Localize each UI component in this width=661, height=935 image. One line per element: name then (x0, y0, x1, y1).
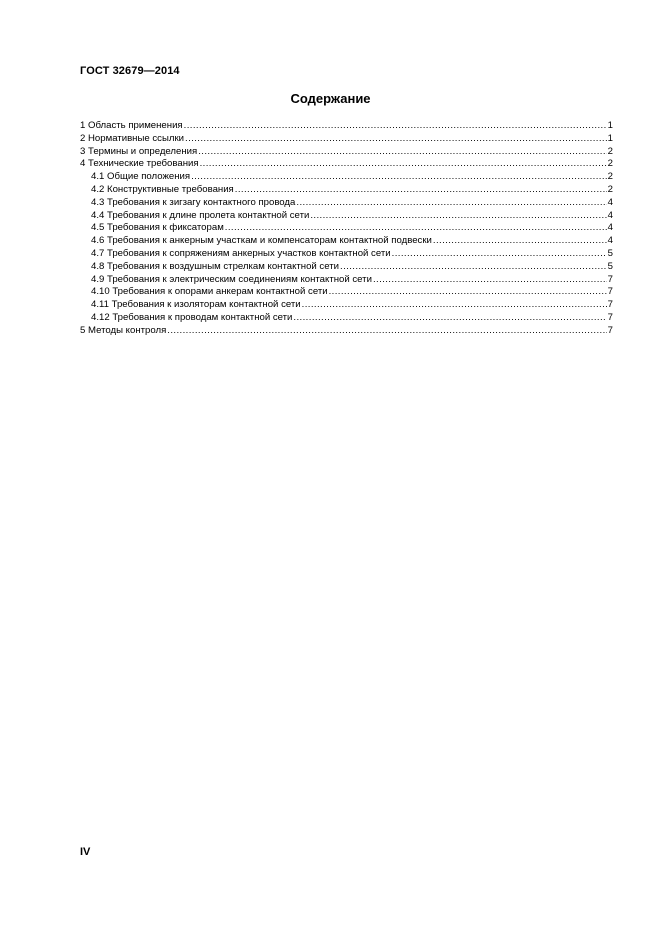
toc-entry-label: 1 Область применения (80, 120, 183, 131)
toc-entry-label: 4.10 Требования к опорами анкерам контактной сети (91, 286, 328, 298)
toc-dot-leader (296, 197, 606, 210)
toc-entry[interactable] (80, 184, 613, 197)
toc-dot-leader (191, 171, 607, 184)
toc-entry[interactable] (80, 133, 613, 146)
toc-entry-label: 4.7 Требования к сопряжениям анкерных участков контактной сети (91, 247, 391, 259)
toc-entry-label: 4.11 Требования к изоляторам контактной сети (91, 299, 301, 311)
toc-entry[interactable] (80, 312, 613, 325)
toc-dot-leader (392, 248, 607, 261)
toc-entry-label: 2 Нормативные ссылки (80, 132, 185, 144)
toc-entry-label: 4.4 Требования к длине пролета контактной сети (91, 209, 310, 221)
page-number: IV (80, 846, 91, 858)
toc-entry-label: 4.8 Требования к воздушным стрелкам контактной сети (91, 260, 340, 272)
toc-dot-leader (310, 210, 606, 223)
toc-entry-page: 1 (607, 120, 613, 131)
toc-entry-page: 7 (607, 299, 613, 311)
toc-entry-label: 4.5 Требования к фиксаторам (91, 222, 224, 234)
toc-entry-page: 2 (607, 145, 613, 157)
toc-dot-leader (198, 146, 606, 159)
toc-entry[interactable] (80, 222, 613, 235)
toc-entry[interactable] (80, 235, 613, 248)
toc-entry-page: 5 (607, 260, 613, 272)
toc-entry-label: 5 Методы контроля (80, 324, 167, 336)
toc-entry[interactable] (80, 120, 613, 133)
toc-dot-leader (302, 299, 607, 312)
toc-entry-page: 7 (607, 324, 613, 336)
toc-title: Содержание (290, 91, 371, 106)
toc-entry[interactable] (80, 248, 613, 261)
toc-dot-leader (329, 286, 607, 299)
toc-entry[interactable] (80, 261, 613, 274)
toc-entry-page: 4 (607, 235, 613, 247)
toc-entry-label: 4.9 Требования к электрическим соединениям контактной сети (91, 273, 372, 285)
toc-entry-page: 2 (607, 171, 613, 183)
toc-entry-page: 7 (607, 273, 613, 285)
document-header: ГОСТ 32679—2014 (80, 65, 180, 77)
toc-entry[interactable] (80, 197, 613, 210)
toc-entry-page: 4 (607, 222, 613, 234)
toc-dot-leader (340, 261, 607, 274)
toc-entry[interactable] (80, 210, 613, 223)
toc-entry-page: 4 (607, 196, 613, 208)
toc-entry[interactable] (80, 171, 613, 184)
toc-entry-label: 4.3 Требования к зигзагу контактного провода (91, 196, 296, 208)
toc-entry-page: 5 (607, 247, 613, 259)
toc-entry-label: 4.12 Требования к проводам контактной сети (91, 311, 293, 323)
toc-entry-page: 1 (607, 132, 613, 144)
toc-dot-leader (293, 312, 606, 325)
toc-entry[interactable] (80, 274, 613, 287)
toc-entry-label: 4.1 Общие положения (91, 171, 191, 183)
toc-dot-leader (373, 274, 607, 287)
toc-entry[interactable] (80, 158, 613, 171)
toc-dot-leader (184, 120, 607, 133)
toc-dot-leader (433, 235, 607, 248)
toc-entry-label: 3 Термины и определения (80, 145, 198, 157)
toc-entry[interactable] (80, 286, 613, 299)
toc-entry[interactable] (80, 325, 613, 338)
toc-entry-page: 7 (607, 311, 613, 323)
toc-entry-label: 4.2 Конструктивные требования (91, 183, 234, 195)
toc-dot-leader (167, 325, 606, 338)
toc-entry-page: 2 (607, 158, 613, 170)
toc-dot-leader (225, 222, 607, 235)
toc-entry-page: 7 (607, 286, 613, 298)
toc-dot-leader (235, 184, 607, 197)
toc-entry-page: 2 (607, 183, 613, 195)
toc-dot-leader (200, 158, 607, 171)
toc-entry-label: 4.6 Требования к анкерным участкам и компенсаторам контактной подвески (91, 235, 432, 247)
toc-entry-page: 4 (607, 209, 613, 221)
toc-entry[interactable] (80, 299, 613, 312)
toc-entry[interactable] (80, 146, 613, 159)
toc-dot-leader (185, 133, 607, 146)
toc-entry-label: 4 Технические требования (80, 158, 199, 170)
table-of-contents (80, 120, 613, 338)
